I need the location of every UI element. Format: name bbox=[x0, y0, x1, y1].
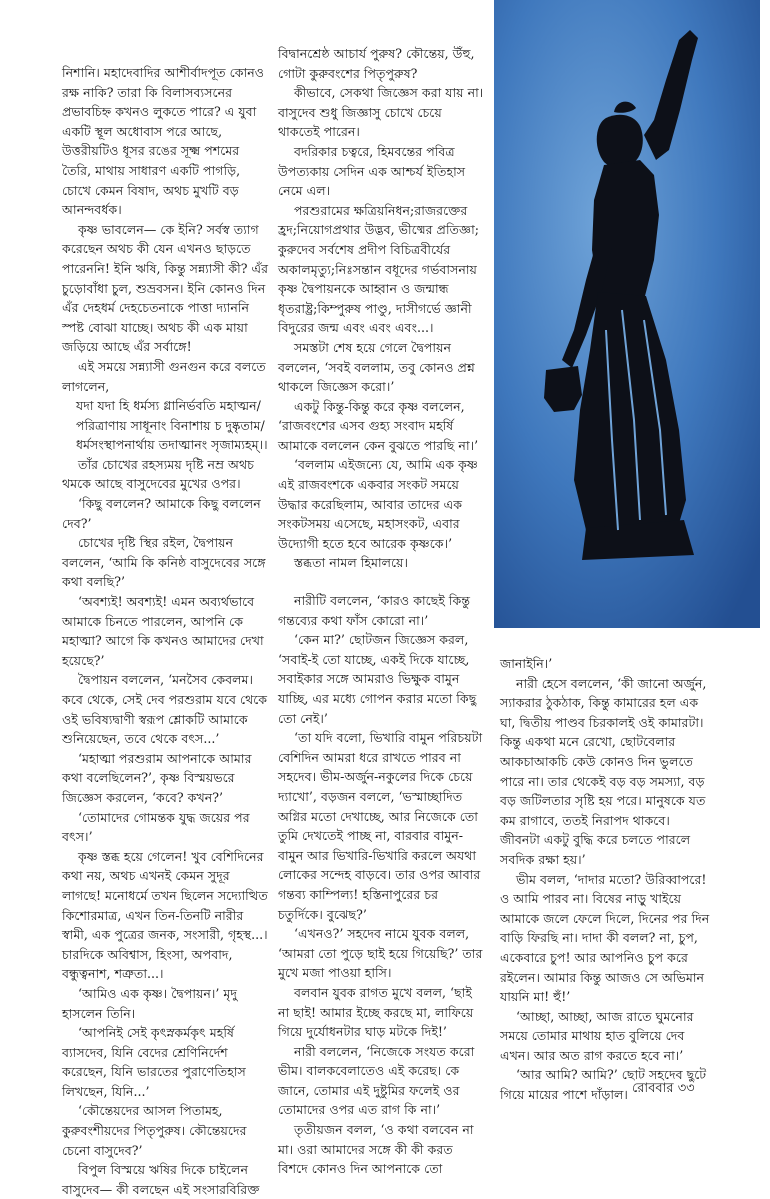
column-2 bbox=[278, 44, 485, 1179]
paragraph: নিশানি। মহাদেবাদির আশীর্বাদপূত কোনও রক্ষ নাকি? তারা কি বিলাসব্যসনের প্রভাবচিহ্ন কখনও লুকতে পারে? এ যুবা একটি স্থূল অধোবাস পরে আছে, উত্তরীয়টিও ধূসর রঙের সূক্ষ্ম পশমের তৈরি, মাথায় সাধারণ একটি পাগড়ি, চোখে কেমন বিষাদ, অথচ মুখটি বড় আনন্দবর্ধক। bbox=[62, 65, 264, 218]
paragraph: ‘কেন মা?’ ছোটজন জিজ্ঞেস করল, ‘সবাই-ই তো যাচ্ছে, একই দিকে যাচ্ছে, সবাইকার সঙ্গে আমরাও ভিক্ষুক বামুন যাচ্ছি, এর মধ্যে গোপন করার মতো কিছু তো নেই।’ bbox=[278, 632, 477, 726]
paragraph: বদরিকার চত্বরে, হিমবন্তের পবিত্র উপত্যকায় সেদিন এক আশ্চর্য ইতিহাস নেমে এল। bbox=[278, 143, 466, 199]
paragraph: ‘আচ্ছা, আচ্ছা, আজ রাতে ঘুমনোর সময়ে তোমার মাথায় হাত বুলিয়ে দেব এখন। আর অত রাগ করতে হবে না।’ bbox=[500, 1008, 694, 1063]
paragraph: সমস্তটা শেষ হয়ে গেলে দ্বৈপায়ন বললেন, ‘সবই বললাম, তবু কোনও প্রশ্ন থাকলে জিজ্ঞেস করো।’ bbox=[278, 339, 475, 395]
paragraph: ‘কৌন্তেয়দের আসল পিতামহ, কুরুবংশীয়দের পিতৃপুরুষ। কৌন্তেয়দের চেনো বাসুদেব?’ bbox=[62, 1103, 247, 1158]
head bbox=[597, 115, 643, 168]
paragraph: ‘কিছু বললেন? আমাকে কিছু বললেন দেব?’ bbox=[62, 496, 261, 531]
paragraph: ‘অবশ্যই! অবশ্যই! এমন অব্যর্থভাবে আমাকে চিনতে পারলেন, আপনি কে মহাত্মা? আগে কি কখনও আমাদের দেখা হয়েছে?’ bbox=[62, 594, 264, 668]
paragraph: ‘তোমাদের গোমন্তক যুদ্ধ জয়ের পর বৎস।’ bbox=[62, 809, 250, 845]
paragraph: নারী বললেন, ‘নিজেকে সংযত করো ভীম। বালকবেলাতেও এই করেছ। কে জানে, তোমার এই দুষ্টুমির ফলেই ওর তোমাদের ওপর এত রাগ কি না।’ bbox=[278, 1043, 475, 1118]
paragraph: পরশুরামের ক্ষত্রিয়নিধন;রাজরক্তের হ্রদ;নিয়োগপ্রথার উদ্ভব, ভীষ্মের প্রতিজ্ঞা; কুরুদেব সর্বশেষ প্রদীপ বিচিত্রবীর্যের অকালমৃত্যু;নিঃসন্তান বধূদের গর্ভবাসনায় কৃষ্ণ দ্বৈপায়নকে আহ্বান ও জন্মান্ধ ধৃতরাষ্ট্র;কিম্পুরুষ পাণ্ডু, দাসীগর্ভে জ্ঞানী বিদুরের জন্ম এবং এবং এবং...। bbox=[278, 202, 479, 336]
column-3 bbox=[500, 654, 710, 1105]
paragraph: যদা যদা হি ধর্মস্য গ্লানির্ভবতি মহাত্মন/ পরিত্রাণায় সাধূনাং বিনাশায় চ দুষ্কৃতাম/ ধর্মসংস্থাপনার্থায় তদাত্মানং সৃজাম্যহম্।। bbox=[76, 398, 268, 453]
paragraph: ‘আর আমি? আমি?’ ছোট সহদেব ছুটে গিয়ে মায়ের পাশে দাঁড়াল। bbox=[500, 1067, 707, 1103]
paragraph: ভীম বলল, ‘দাদার মতো? উরিব্বাপরে! ও আমি পারব না। বিষের নাড়ু খাইয়ে আমাকে জলে ফেলে দিলে, দিনের পর দিন বাড়ি ফিরছি না। দাদা কী বলল? না, চুপ, একেবারে চুপ! আর আপনিও চুপ করে রইলেন। আমার কিন্তু আজও সে অভিমান যায়নি মা! হুঁ!’ bbox=[500, 871, 710, 1005]
paragraph: এই সময়ে সন্ন্যাসী গুনগুন করে বলতে লাগলেন, bbox=[62, 358, 266, 394]
paragraph: দ্বৈপায়ন বললেন, ‘মনসৈব কেবলম। কবে থেকে, সেই দেব পরশুরাম যবে থেকে ওই ভবিষ্যদ্বাণী স্বরূপ শ্লোকটি আমাকে শুনিয়েছেন, তবে থেকে বৎস...’ bbox=[62, 672, 268, 747]
paragraph: ‘তা যদি বলো, ভিখারি বামুন পরিচয়টা বেশিদিন আমরা ধরে রাখতে পারব না সহদেব। ভীম-অর্জুন-নকুলের দিকে চেয়ে দ্যাখো’, বড়জন বললে, ‘ভস্মাচ্ছাদিত অগ্নির মতো দেখাচ্ছে, আর নিজেকে তো তুমি দেখতেই পাচ্ছ না, বারবার বামুন-বামুন আর ভিখারি-ভিখারি করলে অযথা লোকের সন্দেহ বাড়বে। তার ওপর আবার গন্তব্য কাম্পিল্য! হস্তিনাপুরের চর চতুর্দিকে। বুঝেছ?’ bbox=[278, 730, 483, 922]
water-pot bbox=[544, 366, 582, 412]
paragraph: কৃষ্ণ স্তব্ধ হয়ে গেলেন! খুব বেশিদিনের কথা নয়, অথচ এখনই কেমন সুদূর লাগছে! মনোধর্মে তখন ছিলেন সদ্যোত্থিত কিশোরমাত্র, এখন তিন-তিনটি নারীর স্বামী, এক পুত্রের জনক, সংসারী, গৃহস্থ...। চারদিকে অবিশ্বাস, হিংসা, অপবাদ, বন্ধুত্বনাশ, শত্রুতা...। bbox=[62, 848, 268, 982]
paragraph: জানাইনি।’ bbox=[500, 656, 553, 671]
paragraph: বলবান যুবক রাগত মুখে বলল, ‘ছাই না ছাই! আমার ইচ্ছে করছে মা, লাফিয়ে গিয়ে দুর্যোধনটার ঘাড় মটকে দিই!’ bbox=[278, 984, 474, 1040]
paragraph: ‘আমিও এক কৃষ্ণ। দ্বৈপায়ন।’ মৃদু হাসলেন তিনি। bbox=[62, 985, 238, 1021]
paragraph: স্তব্ধতা নামল হিমালয়ে। bbox=[294, 555, 408, 571]
column-1 bbox=[62, 63, 269, 1199]
paragraph: একটু কিন্তু-কিন্তু করে কৃষ্ণ বললেন, ‘রাজবংশের এসব গুহ্য সংবাদ মহর্ষি আমাকে বললেন কেন বুঝতে পারছি না।’ bbox=[278, 398, 479, 453]
illustration bbox=[494, 0, 760, 628]
paragraph: বিদ্বানশ্রেষ্ঠ আচার্য পুরুষ? কৌন্তেয়, উঁহু, গোটা কুরুবংশের পিতৃপুরুষ? bbox=[278, 46, 475, 81]
paragraph: ‘আপনিই সেই কৃৎস্নকর্মকৃৎ মহর্ষি ব্যাসদেব, যিনি বেদের শ্রেণিনির্দেশ করেছেন, যিনি ভারতের পুরাণেতিহাস লিখছেন, যিনি...’ bbox=[62, 1025, 246, 1099]
paragraph: কৃষ্ণ ভাবলেন— কে ইনি? সর্বস্ব ত্যাগ করেছেন অথচ কী যেন এখনও ছাড়তে পারেননি! ইনি ঋষি, কিন্তু সন্ন্যাসী কী? এঁর চুড়োবাঁধা চুল, শুভ্রবসন। ইনি কোনও দিন এঁর দেহধর্ম দেহচেতনাকে পাত্তা দ্যাননি স্পষ্ট বোঝা যাচ্ছে। অথচ কী এক মায়া জড়িয়ে আছে এঁর সর্বাঙ্গে! bbox=[62, 221, 269, 355]
page-footer: রোববার ৩৩ bbox=[632, 1081, 695, 1096]
paragraph: নারী হেসে বললেন, ‘কী জানো অর্জুন, স্যাকরার ঠুকঠাক, কিন্তু কামারের হল এক ঘা, দ্বিতীয় পাণ্ডব চিরকালই ওই কামারটা। কিন্তু একথা মনে রেখো, ছোটবেলার আকচাআকচি কেউ কোনও দিন ভুলতে পারে না। তার থেকেই বড় বড় সমস্যা, বড় বড় জটিলতার সৃষ্টি হয় পরে। মানুষকে যত কম রাগাবে, ততই নিরাপদ থাকবে। জীবনটা একটু বুদ্ধি করে চলতে পারলে সবদিক রক্ষা হয়।’ bbox=[500, 675, 707, 867]
paragraph: কীভাবে, সেকথা জিজ্ঞেস করা যায় না। বাসুদেব শুধু জিজ্ঞাসু চোখে চেয়ে থাকতেই পারেন। bbox=[278, 85, 484, 140]
paragraph: চোখের দৃষ্টি স্থির রইল, দ্বৈপায়ন বললেন, ‘আমি কি কনিষ্ঠ বাসুদেবের সঙ্গে কথা বলছি?’ bbox=[62, 535, 266, 590]
paragraph: বিপুল বিস্ময়ে ঋষির দিকে চাইলেন বাসুদেব— কী বলছেন এই সংসারবিরিক্ত bbox=[62, 1162, 260, 1197]
paragraph: তৃতীয়জন বলল, ‘ও কথা বলবেন না মা। ওরা আমাদের সঙ্গে কী কী করত বিশদে কোনও দিন আপনাকে তো bbox=[278, 1122, 474, 1177]
paragraph: ‘বললাম এইজন্যে যে, আমি এক কৃষ্ণ এই রাজবংশকে একবার সংকট সময়ে উদ্ধার করেছিলাম, আবার তাদের এক সংকটসময় এসেছে, মহাসংকট, এবার উদ্যোগী হতে হবে আরেক কৃষ্ণকে।’ bbox=[278, 457, 478, 551]
paragraph: ‘মহাত্মা পরশুরাম আপনাকে আমার কথা বলেছিলেন?’, কৃষ্ণ বিস্ময়ভরে জিজ্ঞেস করলেন, ‘কবে? কখন?’ bbox=[62, 750, 252, 805]
paragraph: নারীটি বললেন, ‘কারও কাছেই কিন্তু গন্তব্যের কথা ফাঁস কোরো না।’ bbox=[278, 593, 470, 628]
illustration-svg bbox=[494, 0, 760, 628]
paragraph: ‘এখনও?’ সহদেব নামে যুবক বলল, ‘আমরা তো পুড়ে ছাই হয়ে গিয়েছি?’ তার মুখে মজা পাওয়া হাসি। bbox=[278, 926, 483, 981]
section-break bbox=[278, 573, 485, 591]
paragraph: তাঁর চোখের রহস্যময় দৃষ্টি নম্র অথচ থমকে আছে বাসুদেবের মুখের ওপর। bbox=[62, 456, 254, 492]
